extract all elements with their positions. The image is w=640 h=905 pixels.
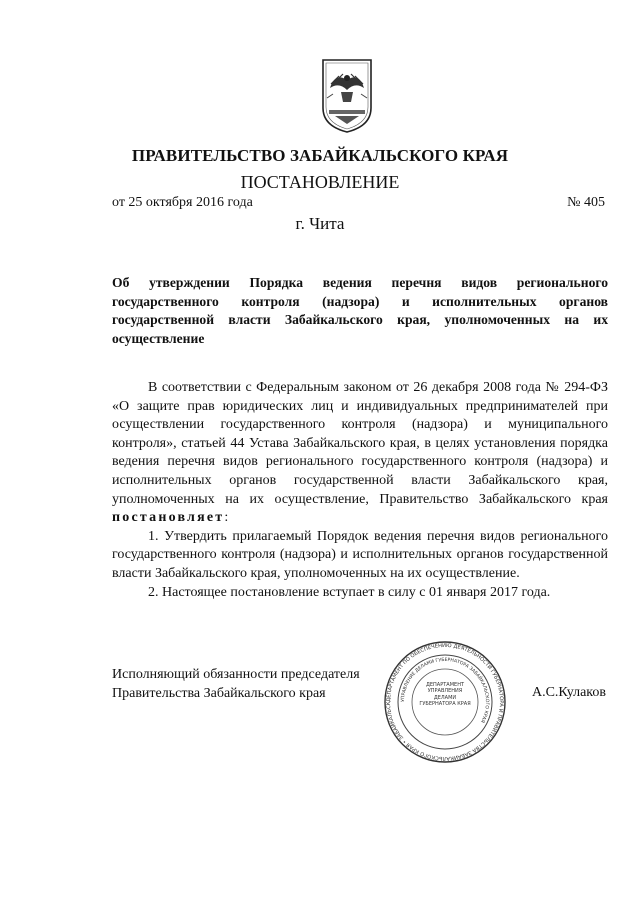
coat-of-arms-emblem <box>321 58 373 134</box>
signer-position-line-1: Исполняющий обязанности председателя <box>112 667 360 682</box>
preamble-text: В соответствии с Федеральным законом от 26 декабря 2008 года № 294-ФЗ «О защите прав юридических лиц и индивидуальных предпринимателей при осуществлении государственного контроля (надзора) и муниципального контроля», статьей 44 Устава Забайкальского края, в целях установления порядка ведения перечня видов регионального государственного контроля (надзора) и исполнительных органов государственной власти Забайкальского края, уполномоченных на их осуществление, Правительство Забайкальского края <box>112 380 608 507</box>
stamp-ring-text: УПРАВЛЕНИЕ ДЕЛАМИ ГУБЕРНАТОРА ЗАБАЙКАЛЬСКОГО КРАЯ <box>400 657 490 724</box>
decree-suffix: : <box>224 510 229 526</box>
document-subject: Об утверждении Порядка ведения перечня видов регионального государственного контроля (надзора) и исполнительных органов государственной власти Забайкальского края, уполномоченных на их осуществление <box>112 275 608 346</box>
signer-position <box>112 666 360 703</box>
document-number: № 405 <box>567 195 605 210</box>
signer-position-line-2: Правительства Забайкальского края <box>112 685 326 701</box>
document-city: г. Чита <box>295 214 345 233</box>
signer-name: А.С.Кулаков <box>531 685 606 700</box>
decree-word: постановляет <box>112 510 225 526</box>
official-seal-stamp <box>383 638 507 766</box>
resolution-item-1: 1. Утвердить прилагаемый Порядок ведения перечня видов регионального государственного контроля (надзора) и исполнительных органов государственной власти Забайкальского края, уполномоченных на их осуществление. <box>112 528 608 581</box>
document-type-title: ПОСТАНОВЛЕНИЕ <box>240 172 400 192</box>
document-date: от 25 октября 2016 года <box>112 195 253 210</box>
stamp-center-text: ДЕПАРТАМЕНТ УПРАВЛЕНИЯ ДЕЛАМИ ГУБЕРНАТОРА КРАЯ <box>419 682 471 708</box>
resolution-item-2: 2. Настоящее постановление вступает в силу с 01 января 2017 года. <box>148 584 551 600</box>
organization-title: ПРАВИТЕЛЬСТВО ЗАБАЙКАЛЬСКОГО КРАЯ <box>131 146 509 165</box>
document-body <box>112 379 608 602</box>
stamp-outer-text: ДЕПАРТАМЕНТ ПО ОБЕСПЕЧЕНИЮ ДЕЯТЕЛЬНОСТИ ГУБЕРНАТОРА И ПРАВИТЕЛЬСТВА ЗАБАЙКАЛЬСКОГО КРАЯ • ЗАБАЙКАЛЬСК <box>385 642 505 762</box>
preamble-paragraph <box>112 379 608 528</box>
